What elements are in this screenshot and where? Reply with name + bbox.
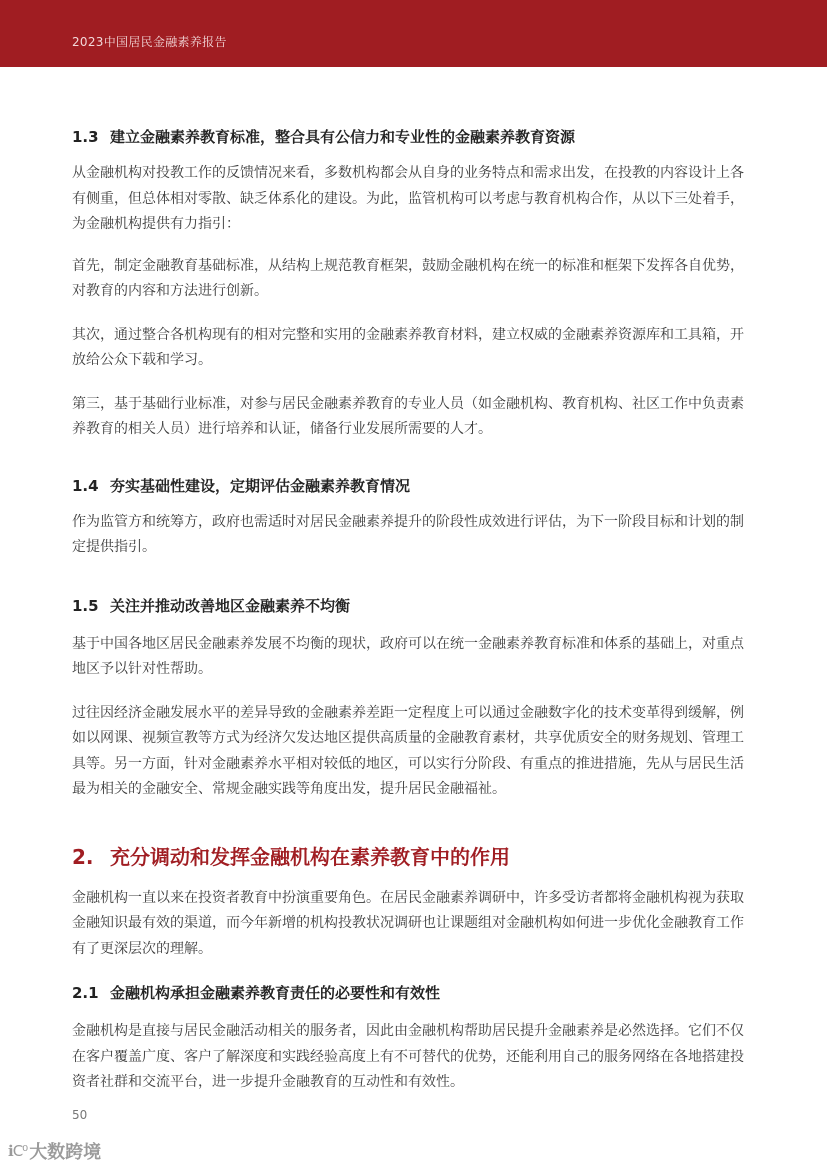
paragraph: 作为监管方和统筹方，政府也需适时对居民金融素养提升的阶段性成效进行评估，为下一阶段目标和计划的制定提供指引。 <box>72 513 744 555</box>
paragraph: 过往因经济金融发展水平的差异导致的金融素养差距一定程度上可以通过金融数字化的技术变革得到缓解，例如以网课、视频宣教等方式为经济欠发达地区提供高质量的金融教育素材，共享优质安全的财务规划、管理工具等。另一方面，针对金融素养水平相对较低的地区，可以实行分阶段、有重点的推进措施，先从与居民生活最为相关的金融安全、常规金融实践等角度出发，提升居民金融福祉。 <box>72 704 744 797</box>
section-title: 建立金融素养教育标准，整合具有公信力和专业性的金融素养教育资源 <box>110 128 576 146</box>
section-number: 1.5 <box>72 596 99 615</box>
paragraph: 其次，通过整合各机构现有的相对完整和实用的金融素养教育材料，建立权威的金融素养资源库和工具箱，开放给公众下载和学习。 <box>72 326 744 368</box>
header-bar <box>0 0 827 67</box>
paragraph: 第三，基于基础行业标准，对参与居民金融素养教育的专业人员（如金融机构、教育机构、社区工作中负责素养教育的相关人员）进行培养和认证，储备行业发展所需要的人才。 <box>72 395 744 437</box>
paragraph: 金融机构一直以来在投资者教育中扮演重要角色。在居民金融素养调研中，许多受访者都将金融机构视为获取金融知识最有效的渠道，而今年新增的机构投教状况调研也让课题组对金融机构如何进一步优化金融教育工作有了更深层次的理解。 <box>72 889 744 957</box>
chapter-number: 2. <box>72 844 94 869</box>
page-number: 50 <box>72 1108 88 1122</box>
paragraph: 金融机构是直接与居民金融活动相关的服务者，因此由金融机构帮助居民提升金融素养是必然选择。它们不仅在客户覆盖广度、客户了解深度和实践经验高度上有不可替代的优势，还能利用自己的服务网络在各地搭建投资者社群和交流平台，进一步提升金融教育的互动性和有效性。 <box>72 1023 744 1090</box>
section-heading-2-1 <box>72 982 744 1003</box>
paragraph: 首先，制定金融教育基础标准，从结构上规范教育框架，鼓励金融机构在统一的标准和框架下发挥各自优势，对教育的内容和方法进行创新。 <box>72 257 744 299</box>
section-title: 金融机构承担金融素养教育责任的必要性和有效性 <box>110 984 441 1002</box>
watermark <box>8 1138 101 1164</box>
chapter-title: 充分调动和发挥金融机构在素养教育中的作用 <box>110 844 510 869</box>
page-content <box>72 126 744 1096</box>
section-number: 1.3 <box>72 128 99 146</box>
paragraph: 从金融机构对投教工作的反馈情况来看，多数机构都会从自身的业务特点和需求出发，在投教的内容设计上各有侧重，但总体相对零散、缺乏体系化的建设。为此，监管机构可以考虑与教育机构合作，从以下三处着手，为金融机构提供有力指引： <box>72 165 744 232</box>
section-heading-1-4 <box>72 475 744 496</box>
section-heading-1-5 <box>72 595 744 616</box>
report-title: 2023中国居民金融素养报告 <box>72 35 227 49</box>
section-number: 1.4 <box>72 476 99 495</box>
section-title: 夯实基础性建设，定期评估金融素养教育情况 <box>110 476 411 495</box>
watermark-text: 大数跨境 <box>29 1142 102 1163</box>
section-title: 关注并推动改善地区金融素养不均衡 <box>110 596 351 615</box>
chapter-heading-2 <box>72 841 744 870</box>
section-heading-1-3 <box>72 126 744 147</box>
section-number: 2.1 <box>72 984 99 1002</box>
watermark-logo-icon: ℹC⁰ <box>8 1142 28 1160</box>
paragraph: 基于中国各地区居民金融素养发展不均衡的现状，政府可以在统一金融素养教育标准和体系的基础上，对重点地区予以针对性帮助。 <box>72 635 744 677</box>
